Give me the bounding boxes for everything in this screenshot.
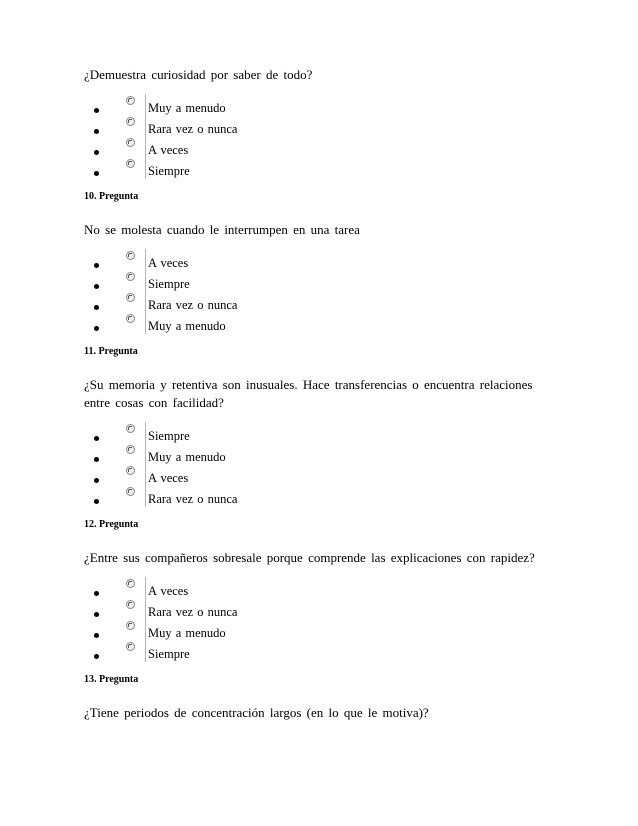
option-label: A veces bbox=[148, 143, 189, 157]
option-divider bbox=[145, 312, 146, 334]
radio-button-icon[interactable] bbox=[126, 117, 135, 126]
option-label: Siempre bbox=[148, 277, 190, 291]
option-label: Siempre bbox=[148, 429, 190, 443]
bullet-icon bbox=[94, 633, 99, 638]
option-divider bbox=[145, 598, 146, 620]
option-item[interactable] bbox=[84, 445, 554, 466]
option-divider bbox=[145, 422, 146, 444]
question-text: ¿Entre sus compañeros sobresale porque comprende las explicaciones con rapidez? bbox=[84, 550, 535, 565]
bullet-icon bbox=[94, 284, 99, 289]
option-item[interactable] bbox=[84, 621, 554, 642]
option-item[interactable] bbox=[84, 600, 554, 621]
radio-button-icon[interactable] bbox=[126, 466, 135, 475]
bullet-icon bbox=[94, 436, 99, 441]
option-divider bbox=[145, 94, 146, 116]
option-item[interactable] bbox=[84, 272, 554, 293]
question-header: 11. Pregunta bbox=[84, 346, 138, 357]
question-block bbox=[84, 66, 554, 180]
option-item[interactable] bbox=[84, 293, 554, 314]
radio-button-icon[interactable] bbox=[126, 424, 135, 433]
radio-button-icon[interactable] bbox=[126, 138, 135, 147]
bullet-icon bbox=[94, 499, 99, 504]
option-divider bbox=[145, 115, 146, 137]
option-list bbox=[84, 424, 554, 508]
radio-button-icon[interactable] bbox=[126, 579, 135, 588]
option-item[interactable] bbox=[84, 579, 554, 600]
option-label: Siempre bbox=[148, 647, 190, 661]
bullet-icon bbox=[94, 129, 99, 134]
bullet-icon bbox=[94, 108, 99, 113]
survey-page bbox=[84, 66, 554, 722]
bullet-icon bbox=[94, 171, 99, 176]
radio-button-icon[interactable] bbox=[126, 445, 135, 454]
option-item[interactable] bbox=[84, 117, 554, 138]
option-item[interactable] bbox=[84, 138, 554, 159]
option-label: Muy a menudo bbox=[148, 319, 226, 333]
radio-button-icon[interactable] bbox=[126, 293, 135, 302]
radio-button-icon[interactable] bbox=[126, 251, 135, 260]
question-block bbox=[84, 346, 554, 508]
option-label: Muy a menudo bbox=[148, 101, 226, 115]
option-divider bbox=[145, 249, 146, 271]
radio-button-icon[interactable] bbox=[126, 621, 135, 630]
bullet-icon bbox=[94, 591, 99, 596]
option-item[interactable] bbox=[84, 466, 554, 487]
radio-button-icon[interactable] bbox=[126, 314, 135, 323]
radio-button-icon[interactable] bbox=[126, 159, 135, 168]
option-label: Muy a menudo bbox=[148, 450, 226, 464]
question-header: 13. Pregunta bbox=[84, 674, 139, 685]
option-label: A veces bbox=[148, 256, 189, 270]
option-divider bbox=[145, 640, 146, 662]
option-item[interactable] bbox=[84, 424, 554, 445]
option-item[interactable] bbox=[84, 96, 554, 117]
option-divider bbox=[145, 157, 146, 179]
bullet-icon bbox=[94, 263, 99, 268]
question-block bbox=[84, 674, 554, 722]
bullet-icon bbox=[94, 654, 99, 659]
option-label: Rara vez o nunca bbox=[148, 492, 238, 506]
option-item[interactable] bbox=[84, 487, 554, 508]
question-header: 12. Pregunta bbox=[84, 519, 139, 530]
radio-button-icon[interactable] bbox=[126, 487, 135, 496]
question-text: No se molesta cuando le interrumpen en una tarea bbox=[84, 222, 360, 237]
bullet-icon bbox=[94, 150, 99, 155]
radio-button-icon[interactable] bbox=[126, 272, 135, 281]
question-text: ¿Tiene periodos de concentración largos (en lo que le motiva)? bbox=[84, 705, 429, 720]
option-divider bbox=[145, 443, 146, 465]
option-list bbox=[84, 579, 554, 663]
question-text: ¿Su memoria y retentiva son inusuales. Hace transferencias o encuentra relaciones entre cosas con facilidad? bbox=[84, 377, 533, 410]
option-item[interactable] bbox=[84, 642, 554, 663]
option-divider bbox=[145, 577, 146, 599]
bullet-icon bbox=[94, 457, 99, 462]
bullet-icon bbox=[94, 326, 99, 331]
option-divider bbox=[145, 136, 146, 158]
question-block bbox=[84, 191, 554, 335]
option-label: Muy a menudo bbox=[148, 626, 226, 640]
option-label: A veces bbox=[148, 584, 189, 598]
option-divider bbox=[145, 270, 146, 292]
option-divider bbox=[145, 485, 146, 507]
bullet-icon bbox=[94, 612, 99, 617]
question-header: 10. Pregunta bbox=[84, 191, 139, 202]
option-label: Rara vez o nunca bbox=[148, 298, 238, 312]
option-list bbox=[84, 96, 554, 180]
option-divider bbox=[145, 464, 146, 486]
option-divider bbox=[145, 291, 146, 313]
bullet-icon bbox=[94, 478, 99, 483]
option-label: Rara vez o nunca bbox=[148, 605, 238, 619]
question-text: ¿Demuestra curiosidad por saber de todo? bbox=[84, 67, 313, 82]
radio-button-icon[interactable] bbox=[126, 96, 135, 105]
bullet-icon bbox=[94, 305, 99, 310]
option-item[interactable] bbox=[84, 159, 554, 180]
radio-button-icon[interactable] bbox=[126, 642, 135, 651]
option-label: Siempre bbox=[148, 164, 190, 178]
question-block bbox=[84, 519, 554, 663]
option-divider bbox=[145, 619, 146, 641]
radio-button-icon[interactable] bbox=[126, 600, 135, 609]
option-list bbox=[84, 251, 554, 335]
option-item[interactable] bbox=[84, 251, 554, 272]
option-label: A veces bbox=[148, 471, 189, 485]
option-label: Rara vez o nunca bbox=[148, 122, 238, 136]
option-item[interactable] bbox=[84, 314, 554, 335]
